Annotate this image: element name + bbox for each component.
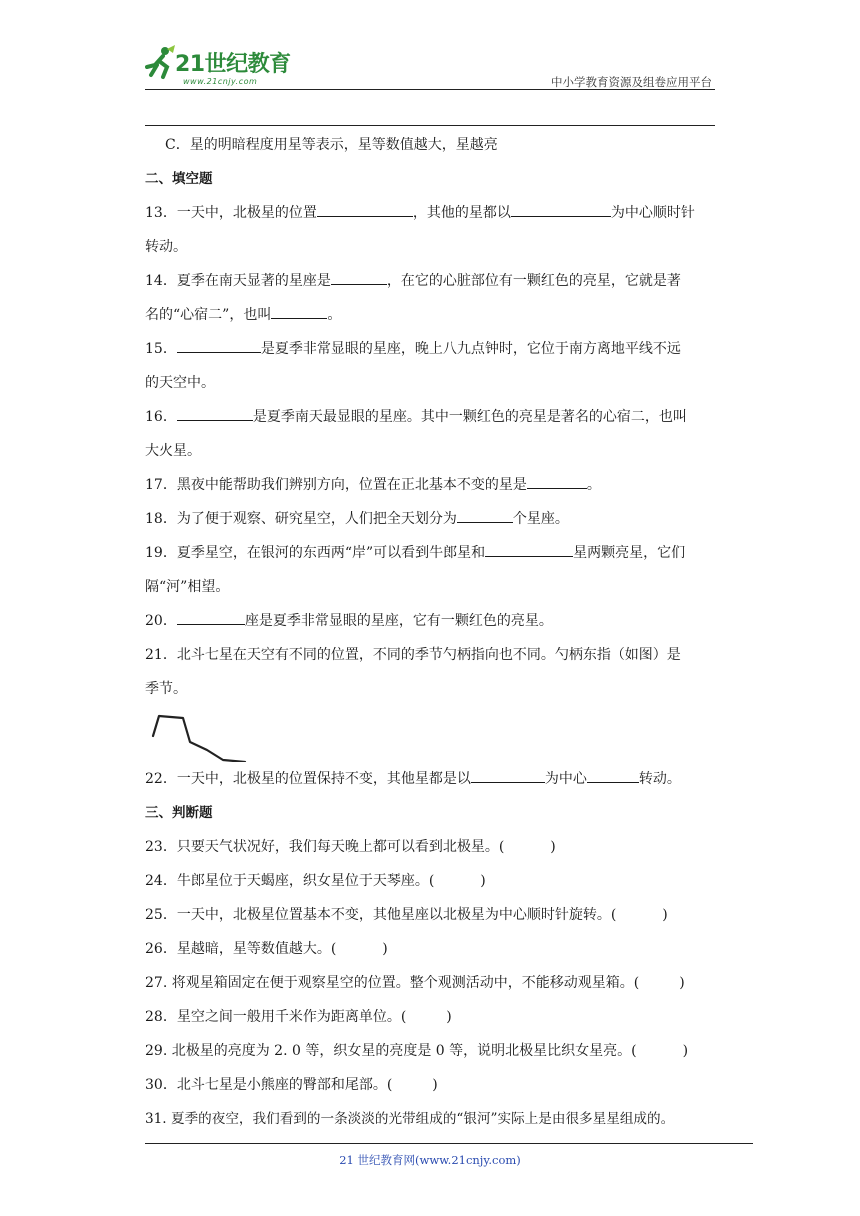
question-24: 24．牛郎星位于天蝎座，织女星位于天琴座。( ) <box>145 873 486 889</box>
question-14-line-1: 14．夏季在南天显著的星座是 ，在它的心脏部位有一颗红色的亮星，它就是著 <box>145 264 720 298</box>
question-21-line-2: 季节。 <box>145 681 187 697</box>
question-16-line-2: 大火星。 <box>145 443 201 459</box>
question-15-line-1: 15． 是夏季非常显眼的星座，晚上八九点钟时，它位于南方离地平线不远 <box>145 332 720 366</box>
answer-blank[interactable] <box>471 766 545 783</box>
question-25: 25．一天中，北极星位置基本不变，其他星座以北极星为中心顺时针旋转。( ) <box>145 907 668 923</box>
question-14-line-2: 名的“心宿二”，也叫 。 <box>145 298 720 332</box>
answer-blank[interactable] <box>177 404 253 421</box>
section-true-false-title: 三、判断题 <box>145 805 213 821</box>
question-29: 29. 北极星的亮度为 2. 0 等，织女星的亮度是 0 等，说明北极星比织女星亮。( ) <box>145 1043 689 1059</box>
question-19-line-1: 19．夏季星空，在银河的东西两“岸”可以看到牛郎星和 星两颗亮星，它们 <box>145 536 720 570</box>
question-28: 28．星空之间一般用千米作为距离单位。( ) <box>145 1009 452 1025</box>
platform-name: 中小学教育资源及组卷应用平台 <box>551 75 712 89</box>
question-21-line-1: 21．北斗七星在天空有不同的位置，不同的季节勺柄指向也不同。勺柄东指（如图）是 <box>145 647 681 663</box>
answer-blank[interactable] <box>457 506 513 523</box>
section-fill-in-title: 二、填空题 <box>145 171 213 187</box>
question-23: 23．只要天气状况好，我们每天晚上都可以看到北极星。( ) <box>145 839 556 855</box>
footer-divider <box>145 1143 753 1144</box>
question-13-line-1: 13．一天中，北极星的位置 ，其他的星都以 为中心顺时针 <box>145 196 720 230</box>
question-30: 30．北斗七星是小熊座的臀部和尾部。( ) <box>145 1077 438 1093</box>
answer-blank[interactable] <box>511 200 611 217</box>
question-26: 26．星越暗，星等数值越大。( ) <box>145 941 388 957</box>
answer-blank[interactable] <box>177 608 245 625</box>
answer-blank[interactable] <box>331 268 387 285</box>
question-18: 18．为了便于观察、研究星空，人们把全天划分为 个星座。 <box>145 502 720 536</box>
question-20: 20． 座是夏季非常显眼的星座，它有一颗红色的亮星。 <box>145 604 720 638</box>
answer-blank[interactable] <box>527 472 587 489</box>
question-27: 27. 将观星箱固定在便于观察星空的位置。整个观测活动中，不能移动观星箱。( ) <box>145 975 685 991</box>
question-31: 31. 夏季的夜空，我们看到的一条淡淡的光带组成的“银河”实际上是由很多星星组成的。 <box>145 1111 675 1127</box>
question-17: 17．黑夜中能帮助我们辨别方向，位置在正北基本不变的星是 。 <box>145 468 720 502</box>
answer-blank[interactable] <box>485 540 573 557</box>
answer-blank[interactable] <box>271 302 327 319</box>
option-c: C．星的明暗程度用星等表示，星等数值越大，星越亮 <box>165 137 498 153</box>
answer-blank[interactable] <box>587 766 639 783</box>
answer-blank[interactable] <box>177 336 261 353</box>
page-header <box>0 0 860 100</box>
big-dipper-figure <box>145 704 255 762</box>
runner-logo-icon <box>145 45 177 81</box>
question-16-line-1: 16． 是夏季南天最显眼的星座。其中一颗红色的亮星是著名的心宿二，也叫 <box>145 400 720 434</box>
page-footer: 21 世纪教育网(www.21cnjy.com) <box>339 1153 521 1167</box>
answer-blank[interactable] <box>317 200 413 217</box>
logo-text: 21世纪教育 <box>175 52 291 77</box>
site-logo <box>145 45 315 93</box>
document-body <box>145 128 720 1136</box>
question-22: 22．一天中，北极星的位置保持不变，其他星都是以 为中心 转动。 <box>145 762 720 796</box>
header-divider <box>145 89 715 90</box>
logo-url: www.21cnjy.com <box>183 77 258 86</box>
question-19-line-2: 隔“河”相望。 <box>145 579 230 595</box>
question-15-line-2: 的天空中。 <box>145 375 215 391</box>
question-13-line-2: 转动。 <box>145 239 187 255</box>
content-top-divider <box>145 125 715 126</box>
